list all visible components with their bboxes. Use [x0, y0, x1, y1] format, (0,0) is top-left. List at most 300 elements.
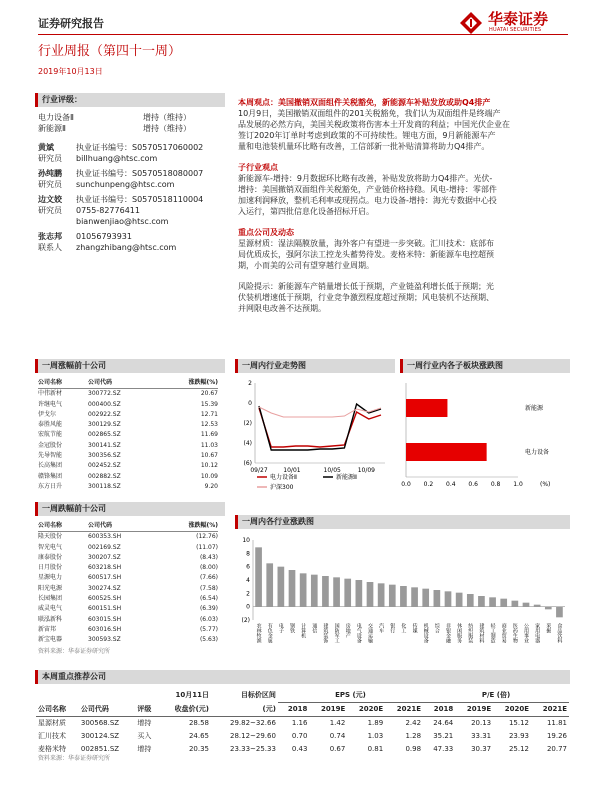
gainers-table [38, 378, 218, 492]
bar [500, 599, 507, 607]
change-pct: 20.67 [200, 390, 218, 398]
change-pct: (8.43) [199, 553, 218, 561]
bar [389, 585, 396, 607]
table-row [38, 430, 218, 440]
summary-line: 并网限电改善不达预期。 [238, 304, 326, 313]
x-tick-label: 09/27 [250, 467, 268, 474]
target-range: 29.82~32.66 [229, 719, 276, 727]
category-label: 电子 [277, 623, 284, 633]
pe-2019e: 30.37 [471, 745, 492, 753]
summary-line: 新能源车-增持：9月数据环比略有改善，补贴发放将助力Q4排产。光伏- [238, 174, 493, 183]
analyst-phone: 01056793931 [76, 232, 132, 241]
category-label: 机械设备 [422, 623, 429, 643]
col-header-range: 目标价区间 [240, 691, 276, 700]
company-name: 长园集团 [38, 595, 63, 603]
table-row [38, 604, 218, 614]
col-header: 2019E [309, 703, 347, 717]
rating: 买入 [137, 732, 152, 740]
table-row [36, 717, 569, 731]
losers-header: 一周跌幅前十公司 [35, 502, 225, 516]
bar [367, 582, 374, 607]
losers-table [38, 521, 218, 646]
company-code: 300593.SZ [88, 636, 121, 644]
company-code: 300772.SZ [88, 390, 121, 398]
summary-line: 期，小而美的公司有望穿越行业周期。 [238, 261, 374, 270]
y-tick-label: 10 [242, 537, 250, 544]
category-label: 建筑装饰 [322, 623, 329, 643]
bar [378, 583, 385, 606]
col-header: 2020E [347, 703, 385, 717]
eps-2019e: 0.74 [329, 732, 346, 740]
series-line-0 [259, 408, 381, 447]
eps-2020e: 0.81 [367, 745, 384, 753]
change-pct: 12.71 [200, 410, 218, 418]
company-name: 阳光电源 [38, 584, 63, 592]
change-pct: 11.69 [200, 431, 218, 439]
table-row [38, 482, 218, 492]
bar [289, 570, 296, 607]
analyst-cert: 执业证书编号：S0570518110004 [76, 195, 204, 204]
x-unit-label: (%) [540, 481, 551, 488]
analyst-email[interactable]: billhuang@htsc.com [76, 154, 158, 163]
company-code: 300207.SZ [88, 553, 121, 561]
col-header: 2020E [493, 703, 531, 717]
company-name: 日月股份 [38, 564, 63, 572]
table-row [38, 451, 218, 461]
legend-label: 新能源Ⅱ [336, 474, 357, 481]
col-header: 公司名称 [38, 378, 88, 389]
x-tick-label: 0.4 [446, 481, 456, 488]
category-label: 建筑材料 [478, 623, 485, 643]
category-label: 汽车 [378, 623, 385, 633]
change-pct: (12.76) [196, 533, 218, 541]
y-tick-label: (2) [241, 617, 250, 624]
eps-2018: 1.16 [291, 719, 308, 727]
eps-2020e: 1.03 [367, 732, 384, 740]
table-row [38, 472, 218, 482]
category-label: 交通运输 [367, 623, 373, 643]
trend-chart-header: 一周内行业走势图 [235, 359, 395, 373]
close-price: 28.58 [188, 719, 209, 727]
category-label: 家用电器 [534, 623, 541, 643]
change-pct: (7.66) [199, 574, 218, 582]
company-code: 300568.SZ [80, 719, 120, 727]
y-tick-label: (2) [243, 420, 252, 427]
col-header: 公司代码 [79, 703, 136, 717]
report-title: 行业周报（第四十一周） [38, 44, 182, 59]
category-label: 通信 [311, 623, 318, 633]
eps-2019e: 0.67 [329, 745, 346, 753]
category-label: 采掘 [545, 623, 552, 633]
subsector-heading: 子行业观点 [238, 163, 278, 172]
pe-2020e: 15.12 [508, 719, 529, 727]
category-label: 计算机 [300, 623, 307, 638]
col-header: 2018 [423, 703, 455, 717]
rating: 增持 [137, 719, 152, 727]
table-row [38, 615, 218, 625]
recommend-source: 资料来源：华泰证券研究所 [38, 755, 111, 762]
analyst-phone: 0755-82776411 [76, 206, 140, 215]
change-pct: (8.00) [199, 564, 218, 572]
company-code: 000400.SZ [88, 400, 121, 408]
x-tick-label: 10/05 [323, 467, 341, 474]
bar [467, 594, 474, 607]
rating: 增持 [137, 745, 152, 753]
col-header: 公司名称 [38, 521, 88, 532]
eps-2021e: 0.98 [405, 745, 422, 753]
summary-line: 10月9日，美国撤销双面组件的201关税豁免，我们认为双面组件是终端产 [238, 109, 501, 118]
company-code: 603015.SH [88, 615, 122, 623]
company-name: 许继电气 [38, 400, 63, 408]
legend-label: 沪深300 [270, 484, 294, 491]
company-name: 星源电力 [38, 574, 63, 582]
table-row [36, 730, 569, 743]
rating-value-1: 增持（维持） [143, 113, 191, 122]
y-tick-label: 0 [246, 603, 250, 611]
x-tick-label: 0.0 [401, 481, 411, 488]
change-pct: 11.03 [200, 441, 218, 449]
bar [556, 607, 563, 618]
company-code: 300129.SZ [88, 421, 121, 429]
change-pct: (11.07) [196, 543, 218, 551]
category-label: 传媒 [411, 623, 418, 633]
sector-chart-header: 一周行业内各子板块涨跌图 [400, 359, 570, 373]
y-tick-label: 6 [246, 563, 250, 571]
company-code: 300356.SZ [88, 452, 121, 460]
company-name: 联泓新科 [38, 615, 63, 623]
pe-2019e: 33.31 [471, 732, 492, 740]
change-pct: (5.77) [199, 625, 218, 633]
analyst-role: 研究员 [38, 206, 62, 215]
table-row [38, 563, 218, 573]
close-price: 20.35 [188, 745, 209, 753]
eps-2018: 0.70 [291, 732, 308, 740]
company-name: 赣锋集团 [38, 472, 63, 480]
rating-header: 行业评级： [35, 93, 225, 107]
category-label: 电气设备 [355, 623, 362, 643]
table-row [38, 553, 218, 563]
category-label: 轻工制造 [489, 623, 496, 643]
recommend-table [36, 689, 569, 756]
x-tick-label: 0.2 [423, 481, 434, 488]
category-label: 公用事业 [523, 623, 529, 643]
category-label: 商业贸易 [500, 623, 507, 643]
summary-para-1 [238, 108, 573, 152]
summary-line: 入运行，第四批信息化设备招标开启。 [238, 207, 374, 216]
table-row [38, 594, 218, 604]
table-row [38, 420, 218, 430]
pe-2021e: 19.26 [546, 732, 567, 740]
analyst-name: 边文姣 [38, 195, 62, 204]
bar [311, 575, 318, 607]
table-header-row [36, 703, 569, 717]
category-label: 农林牧渔 [255, 623, 262, 643]
eps-2018: 0.43 [291, 745, 308, 753]
y-tick-label: (4) [243, 440, 252, 447]
category-label: 房地产 [344, 623, 351, 638]
x-tick-label: 0.6 [468, 481, 478, 488]
company-code: 600525.SH [88, 595, 122, 603]
close-price: 24.65 [188, 732, 209, 740]
bar [406, 443, 487, 461]
bar [333, 577, 340, 606]
bar [406, 399, 447, 417]
risk-warning [238, 281, 573, 314]
company-code: 002851.SZ [80, 745, 120, 753]
bar [478, 596, 485, 607]
brand-name-en: HUATAI SECURITIES [489, 27, 542, 33]
bar [400, 586, 407, 607]
category-label: 综合 [433, 623, 440, 633]
change-pct: (6.54) [199, 595, 218, 603]
bar [266, 563, 273, 606]
company-name: 新宙邦 [38, 625, 57, 633]
change-pct: 12.53 [200, 421, 218, 429]
y-tick-label: 0 [248, 400, 252, 407]
eps-2021e: 2.42 [405, 719, 422, 727]
brand-name-cn: 华泰证券 [488, 10, 549, 28]
legend-label: 电力设备Ⅱ [270, 474, 297, 481]
company-code: 300141.SZ [88, 441, 121, 449]
col-header: 2021E [385, 703, 423, 717]
col-header: 公司代码 [88, 521, 157, 532]
gainers-header: 一周涨幅前十公司 [35, 359, 225, 373]
company-name: 先导智能 [38, 452, 63, 460]
pe-2019e: 20.13 [471, 719, 492, 727]
company-name: 长高集团 [38, 462, 63, 470]
x-tick-label: 1.0 [513, 481, 523, 488]
col-header: 2018 [278, 703, 309, 717]
col-header: 公司名称 [36, 703, 79, 717]
table-row [38, 461, 218, 471]
table-row [36, 743, 569, 756]
company-code: 300118.SZ [88, 482, 121, 490]
bar [534, 605, 541, 607]
category-label: 钢铁 [289, 623, 295, 633]
summary-line: 加速利润释放，整机毛利率或现拐点。电力设备-增持：海光专数据中心投 [238, 196, 497, 205]
x-tick-label: 10/01 [283, 467, 301, 474]
col-header: (元) [211, 703, 278, 717]
huatai-logo-icon [458, 10, 484, 36]
bar [344, 579, 351, 607]
category-label: 银行 [389, 623, 396, 633]
company-name: 中伟新材 [38, 390, 63, 398]
category-label: 食品饮料 [556, 623, 563, 643]
summary-para-3 [238, 238, 573, 271]
company-name: 麦格米特 [38, 745, 66, 753]
company-code: 600517.SH [88, 574, 122, 582]
company-name: 新宝电器 [38, 636, 63, 644]
table-header-row [36, 689, 569, 703]
change-pct: (6.39) [199, 605, 218, 613]
pe-2020e: 25.12 [508, 745, 529, 753]
y-tick-label: (6) [243, 460, 252, 467]
report-date: 2019年10月13日 [38, 67, 103, 76]
analyst-email[interactable]: zhangzhibang@htsc.com [76, 243, 177, 252]
table-header-row [38, 378, 218, 389]
category-label: 国防军工 [333, 623, 340, 643]
company-name: 康泰股份 [38, 553, 63, 561]
analyst-name: 黄斌 [38, 143, 54, 152]
header-rule [38, 34, 568, 35]
sector-chart [400, 375, 570, 505]
y-tick-label: 4 [246, 577, 250, 584]
analyst-role: 研究员 [38, 180, 62, 189]
industry-chart [235, 532, 570, 662]
analyst-role: 研究员 [38, 154, 62, 163]
x-tick-label: 10/09 [357, 467, 376, 474]
company-code: 300274.SZ [88, 584, 121, 592]
target-range: 28.12~29.60 [229, 732, 276, 740]
company-code: 002865.SZ [88, 431, 121, 439]
company-code: 600151.SH [88, 605, 122, 613]
target-range: 23.33~25.33 [229, 745, 276, 753]
summary-line: 星源材质：湿法隔膜放量，海外客户有望进一步突破。汇川技术：底部布 [238, 239, 494, 248]
bar [322, 576, 329, 607]
table-row [38, 543, 218, 553]
recommend-header: 本周重点推荐公司 [35, 670, 570, 684]
change-pct: 15.39 [200, 400, 218, 408]
col-header: 2019E [455, 703, 493, 717]
col-header-pe: P/E (倍) [423, 689, 569, 703]
company-name: 东方日升 [38, 482, 63, 490]
summary-line: 量和电池装机量环比略有改善，工信部新一批补贴清算将助力Q4排产。 [238, 142, 490, 151]
company-name: 智光电气 [38, 543, 63, 551]
analyst-block [38, 142, 238, 312]
company-name: 汇川技术 [38, 732, 66, 740]
bar [356, 580, 363, 607]
change-pct: 9.20 [204, 482, 218, 490]
rating-value-2: 增持（维持） [143, 124, 191, 133]
category-label: 非银金融 [445, 623, 451, 643]
analyst-name: 张志邦 [38, 232, 62, 241]
analyst-email[interactable]: bianwenjiao@htsc.com [76, 217, 169, 226]
table-row [38, 573, 218, 583]
pe-2021e: 11.81 [546, 719, 567, 727]
col-header-date: 10月11日 [175, 691, 209, 700]
losers-source: 资料来源：华泰证券研究所 [38, 648, 111, 655]
col-header-eps: EPS (元) [278, 689, 423, 703]
eps-2021e: 1.28 [405, 732, 422, 740]
analyst-cert: 执业证书编号：S0570517060002 [76, 143, 204, 152]
analyst-role: 联系人 [38, 243, 62, 252]
table-row [38, 584, 218, 594]
pe-2020e: 23.93 [508, 732, 529, 740]
company-code: 300124.SZ [80, 732, 120, 740]
key-companies-heading: 重点公司及动态 [238, 228, 294, 237]
summary-line: 伏装机增速低于预期，行业竞争激烈程度超过预期；风电装机不达预期、 [238, 293, 494, 302]
col-header: 2021E [531, 703, 569, 717]
analyst-email[interactable]: sunchunpeng@htsc.com [76, 180, 175, 189]
company-name: 星源材质 [38, 719, 66, 727]
bar [523, 603, 530, 607]
table-row [38, 625, 218, 635]
company-code: 002882.SZ [88, 472, 121, 480]
category-label: 医药生物 [511, 623, 518, 643]
table-row [38, 410, 218, 420]
company-code: 002169.SZ [88, 543, 121, 551]
change-pct: (5.63) [199, 636, 218, 644]
rating-name-2: 新能源Ⅱ [38, 124, 66, 133]
company-code: 002452.SZ [88, 462, 121, 470]
pe-2018: 35.21 [433, 732, 454, 740]
col-header: 收盘价(元) [160, 703, 211, 717]
bar [300, 573, 307, 606]
eps-2020e: 1.89 [367, 719, 384, 727]
industry-chart-header: 一周内各行业涨跌图 [235, 515, 570, 529]
summary-line: 局优质成长，强阿尔法工控龙头蓄势待发。麦格米特：新能源车电控超预 [238, 250, 494, 259]
company-name: 泰胜风能 [38, 421, 63, 429]
pe-2021e: 20.77 [546, 745, 567, 753]
company-code: 603016.SH [88, 625, 122, 633]
analyst-cert: 执业证书编号：S0570518080007 [76, 169, 204, 178]
company-name: 宏航节能 [38, 431, 63, 439]
category-label: 化工 [400, 623, 407, 633]
company-name: 威灵电气 [38, 605, 63, 613]
rating-name-1: 电力设备Ⅱ [38, 113, 74, 122]
bar [411, 587, 418, 606]
trend-chart [235, 375, 395, 505]
bar [512, 601, 519, 607]
category-label: 电力设备 [525, 449, 550, 456]
summary-para-2 [238, 173, 573, 217]
change-pct: 10.12 [200, 462, 218, 470]
change-pct: (7.58) [199, 584, 218, 592]
bar [278, 567, 285, 607]
col-header: 涨跌幅(%) [156, 378, 218, 389]
category-label: 纺织服装 [467, 623, 474, 643]
col-header: 涨跌幅(%) [157, 521, 218, 532]
bar [545, 607, 552, 610]
company-code: 603218.SH [88, 564, 122, 572]
change-pct: (6.03) [199, 615, 218, 623]
summary [238, 97, 573, 314]
y-tick-label: 8 [246, 550, 250, 558]
x-tick-label: 0.8 [490, 481, 501, 488]
company-code: 002922.SZ [88, 410, 121, 418]
company-name: 金冠股份 [38, 441, 63, 449]
bar [445, 591, 452, 606]
summary-line: 品发展的必然方向，美国关税政策将伤害本土开发商的利益；中国光伏企业在 [238, 120, 510, 129]
summary-line: 增持：美国撤销双面组件关税豁免，产业链价格持稳。风电-增持：零部件 [238, 185, 497, 194]
table-header-row [38, 521, 218, 532]
table-row [38, 635, 218, 645]
company-code: 600353.SH [88, 533, 122, 541]
pe-2018: 24.64 [433, 719, 454, 727]
category-label: 有色金属 [266, 623, 273, 643]
bar [434, 590, 441, 607]
y-tick-label: 2 [246, 590, 250, 598]
category-label: 新能源 [525, 405, 544, 412]
pe-2018: 47.33 [433, 745, 454, 753]
change-pct: 10.67 [200, 452, 218, 460]
bar [456, 593, 463, 607]
bar [489, 597, 496, 606]
bar [255, 547, 262, 606]
table-row [38, 400, 218, 410]
table-row [38, 389, 218, 400]
change-pct: 10.09 [200, 472, 218, 480]
bar [422, 589, 429, 607]
col-header: 评级 [135, 703, 159, 717]
summary-headline: 本周观点：美国撤销双面组件关税豁免，新能源车补贴发放或助Q4排产 [238, 98, 491, 107]
company-name: 伊戈尔 [38, 410, 57, 418]
col-header: 公司代码 [88, 378, 156, 389]
category-label: 休闲服务 [456, 623, 463, 643]
table-row [38, 532, 218, 543]
analyst-name: 孙纯鹏 [38, 169, 62, 178]
y-tick-label: 2 [248, 380, 252, 387]
